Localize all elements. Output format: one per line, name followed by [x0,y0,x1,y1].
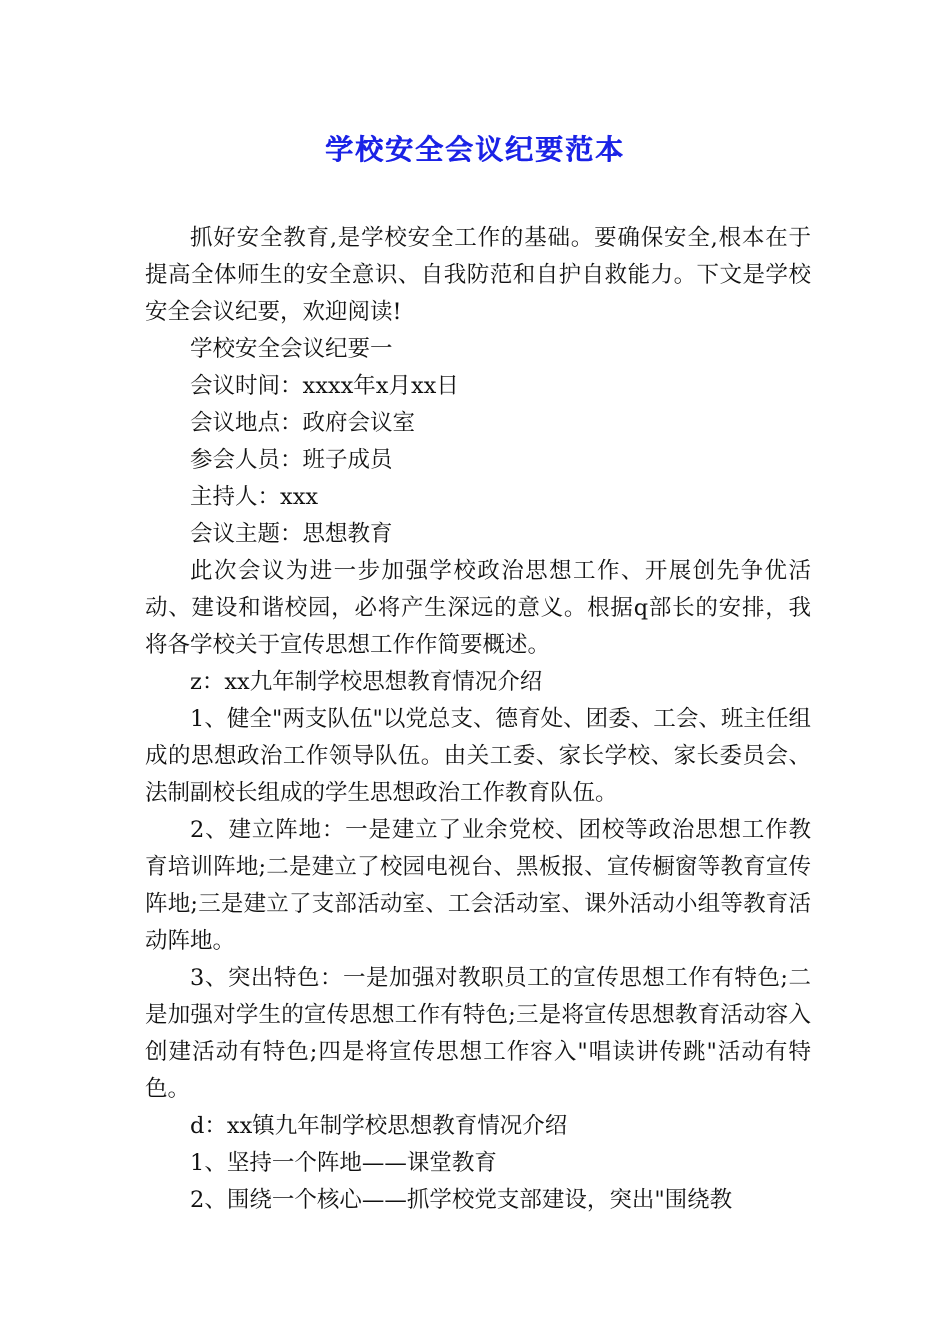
section-heading: 学校安全会议纪要一 [190,336,393,362]
list-item: 2、围绕一个核心——抓学校党支部建设，突出"围绕教 [190,1187,733,1213]
document-body [145,220,811,1219]
school-heading: z：xx九年制学校思想教育情况介绍 [190,669,543,695]
list-item: 3、突出特色：一是加强对教职员工的宣传思想工作有特色;二是加强对学生的宣传思想工作有特色;三是将宣传思想教育活动容入创建活动有特色;四是将宣传思想工作容入"唱读讲传跳"活动有特色。 [145,965,811,1102]
meeting-time: 会议时间：xxxx年x月xx日 [190,373,459,399]
intro-paragraph: 抓好安全教育,是学校安全工作的基础。要确保安全,根本在于提高全体师生的安全意识、自我防范和自护自救能力。下文是学校安全会议纪要，欢迎阅读! [145,225,811,325]
body-paragraph: 此次会议为进一步加强学校政治思想工作、开展创先争优活动、建设和谐校园，必将产生深远的意义。根据q部长的安排，我将各学校关于宣传思想工作作简要概述。 [145,558,811,658]
list-item: 1、健全"两支队伍"以党总支、德育处、团委、工会、班主任组成的思想政治工作领导队伍。由关工委、家长学校、家长委员会、法制副校长组成的学生思想政治工作教育队伍。 [145,706,811,806]
list-item: 1、坚持一个阵地——课堂教育 [190,1150,497,1176]
meeting-host: 主持人：xxx [190,484,319,510]
meeting-topic: 会议主题：思想教育 [190,521,393,547]
school-heading: d：xx镇九年制学校思想教育情况介绍 [190,1113,568,1139]
document-title: 学校安全会议纪要范本 [324,133,625,166]
meeting-attendees: 参会人员：班子成员 [190,447,393,473]
meeting-location: 会议地点：政府会议室 [190,410,416,436]
list-item: 2、建立阵地：一是建立了业余党校、团校等政治思想工作教育培训阵地;二是建立了校园电视台、黑板报、宣传橱窗等教育宣传阵地;三是建立了支部活动室、工会活动室、课外活动小组等教育活动阵地。 [145,817,811,954]
